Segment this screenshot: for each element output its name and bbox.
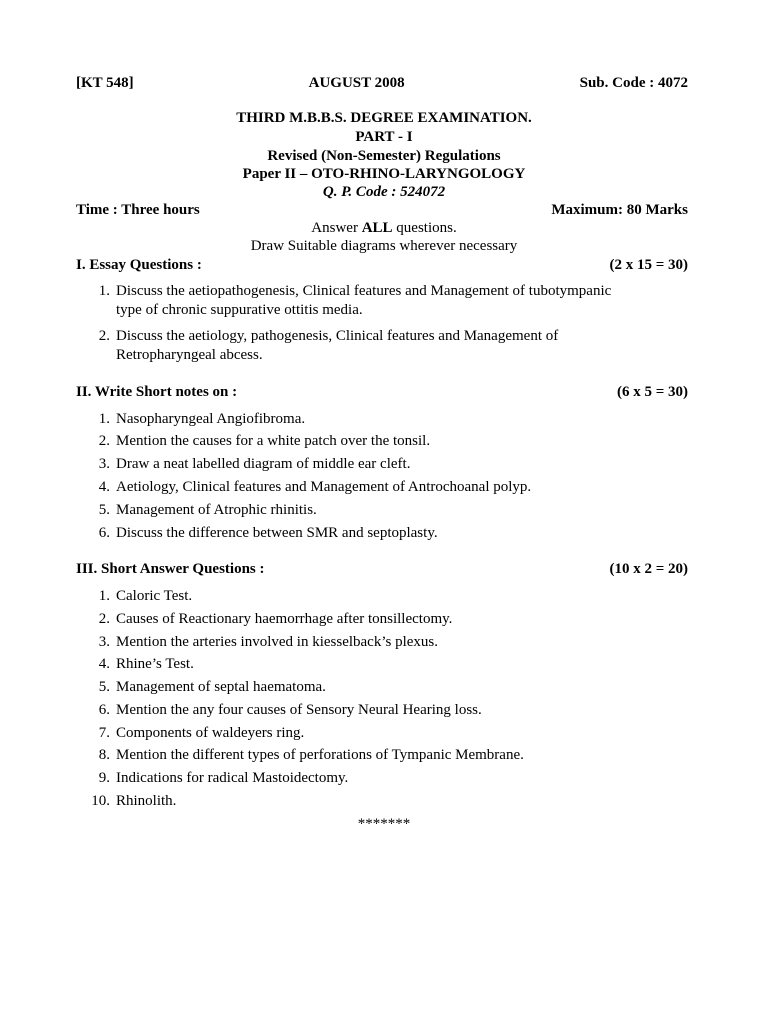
item-number: 3. <box>98 456 110 472</box>
item-number: 3. <box>98 634 110 650</box>
list-item <box>76 432 688 451</box>
item-number: 1. <box>98 411 110 427</box>
item-text: Mention the different types of perforations of Tympanic Membrane. <box>116 747 524 763</box>
answer-suffix: questions. <box>392 220 457 236</box>
item-number: 1. <box>98 283 110 299</box>
diagram-instruction: Draw Suitable diagrams wherever necessary <box>250 238 518 254</box>
item-number: 2. <box>98 328 110 344</box>
item-text <box>110 282 688 320</box>
section-title: III. Short Answer Questions : <box>76 561 265 577</box>
section-heading-short-answer <box>76 560 688 579</box>
item-number: 5. <box>98 502 110 518</box>
item-text: Rhine’s Test. <box>116 656 194 672</box>
list-item <box>76 282 688 320</box>
item-text <box>110 327 688 365</box>
list-item <box>76 724 688 743</box>
section-title: I. Essay Questions : <box>76 257 202 273</box>
item-text: Management of septal haematoma. <box>116 679 326 695</box>
end-stars: ******* <box>357 816 411 832</box>
section-marks: (10 x 2 = 20) <box>609 561 688 577</box>
item-number: 8. <box>98 747 110 763</box>
item-number: 6. <box>98 525 110 541</box>
item-line: Retropharyngeal abcess. <box>116 347 263 363</box>
item-text: Discuss the difference between SMR and septoplasty. <box>116 525 438 541</box>
qp-code: Q. P. Code : 524072 <box>322 184 446 200</box>
time-label: Time : Three hours <box>76 202 200 218</box>
item-number: 7. <box>98 725 110 741</box>
item-text: Rhinolith. <box>116 793 177 809</box>
item-number: 10. <box>91 793 110 809</box>
list-item <box>76 610 688 629</box>
item-text: Causes of Reactionary haemorrhage after tonsillectomy. <box>116 611 453 627</box>
list-item <box>76 455 688 474</box>
list-item <box>76 769 688 788</box>
exam-date: AUGUST 2008 <box>308 75 405 91</box>
item-number: 5. <box>98 679 110 695</box>
item-text: Nasopharyngeal Angiofibroma. <box>116 411 306 427</box>
regulations-label: Revised (Non-Semester) Regulations <box>267 148 501 164</box>
list-item <box>76 678 688 697</box>
exam-title: THIRD M.B.B.S. DEGREE EXAMINATION. <box>236 110 532 126</box>
sub-code: Sub. Code : 4072 <box>579 75 688 91</box>
item-text: Aetiology, Clinical features and Management of Antrochoanal polyp. <box>116 479 532 495</box>
item-text: Mention the any four causes of Sensory Neural Hearing loss. <box>116 702 482 718</box>
item-number: 2. <box>98 611 110 627</box>
item-number: 4. <box>98 479 110 495</box>
time-marks-row <box>76 201 688 220</box>
list-item <box>76 587 688 606</box>
section-marks: (2 x 15 = 30) <box>609 257 688 273</box>
item-number: 4. <box>98 656 110 672</box>
item-text: Mention the causes for a white patch over the tonsil. <box>116 433 431 449</box>
answer-prefix: Answer <box>311 220 362 236</box>
list-item <box>76 792 688 811</box>
item-text: Draw a neat labelled diagram of middle ear cleft. <box>116 456 411 472</box>
answer-instruction <box>0 219 768 238</box>
section-title: II. Write Short notes on : <box>76 384 238 400</box>
list-item <box>76 478 688 497</box>
list-item <box>76 655 688 674</box>
list-item <box>76 746 688 765</box>
item-text: Caloric Test. <box>116 588 193 604</box>
paper-title: Paper II – OTO-RHINO-LARYNGOLOGY <box>242 166 526 182</box>
item-text: Mention the arteries involved in kiesselback’s plexus. <box>116 634 439 650</box>
item-number: 2. <box>98 433 110 449</box>
item-text: Indications for radical Mastoidectomy. <box>116 770 349 786</box>
item-number: 6. <box>98 702 110 718</box>
list-item <box>76 501 688 520</box>
item-number: 1. <box>98 588 110 604</box>
item-text: Management of Atrophic rhinitis. <box>116 502 317 518</box>
answer-all: ALL <box>361 220 393 236</box>
item-text: Components of waldeyers ring. <box>116 725 305 741</box>
item-line: Discuss the aetiopathogenesis, Clinical features and Management of tubotympanic <box>116 283 612 299</box>
item-line: Discuss the aetiology, pathogenesis, Clinical features and Management of <box>116 328 559 344</box>
list-item <box>76 524 688 543</box>
paper-code: [KT 548] <box>76 75 134 91</box>
list-item <box>76 327 688 365</box>
list-item <box>76 633 688 652</box>
section-heading-essay <box>76 256 688 275</box>
header-row <box>76 74 688 93</box>
list-item <box>76 410 688 429</box>
max-marks-label: Maximum: 80 Marks <box>551 202 688 218</box>
part-label: PART - I <box>355 129 413 145</box>
item-number: 9. <box>98 770 110 786</box>
item-line: type of chronic suppurative ottitis media. <box>116 302 363 318</box>
section-marks: (6 x 5 = 30) <box>616 384 688 400</box>
section-heading-short-notes <box>76 383 688 402</box>
list-item <box>76 701 688 720</box>
